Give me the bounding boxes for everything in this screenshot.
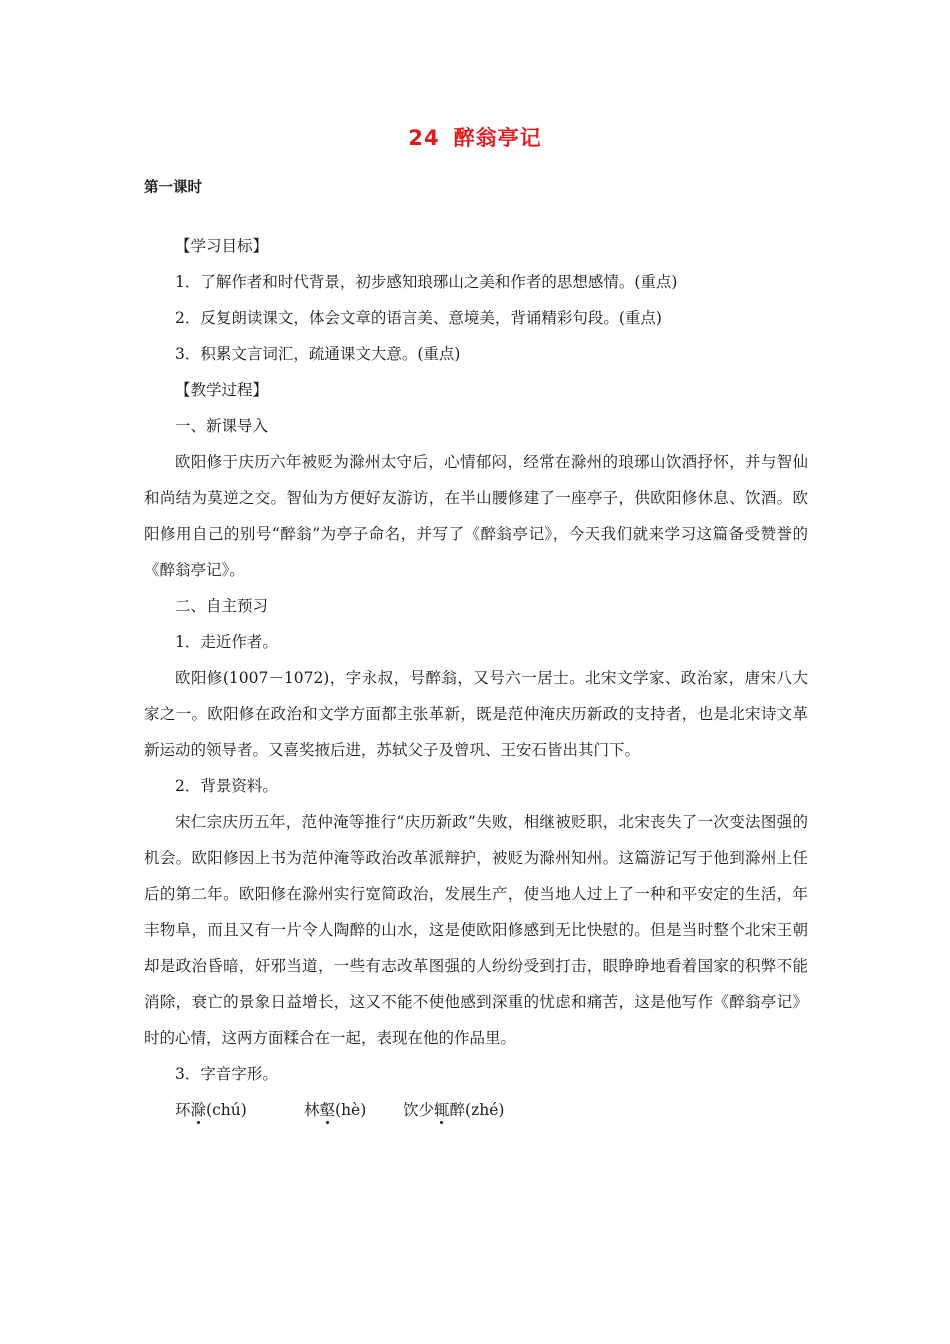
objective-item: 3．积累文言词汇，疏通课文大意。(重点) xyxy=(175,345,461,363)
document-body xyxy=(144,228,808,1128)
emphasized-char: 滁 xyxy=(191,1092,207,1128)
objective-item: 1．了解作者和时代背景，初步感知琅琊山之美和作者的思想感情。(重点) xyxy=(175,273,678,291)
subsection-heading: 1．走近作者。 xyxy=(175,633,278,651)
pinyin: (hè) xyxy=(335,1101,367,1119)
subsection-heading: 2．背景资料。 xyxy=(175,777,278,795)
pronunciation-list xyxy=(144,1092,808,1128)
author-paragraph: 欧阳修(1007－1072)，字永叔，号醉翁，又号六一居士。北宋文学家、政治家，唐宋八大家之一。欧阳修在政治和文学方面都主张革新，既是范仲淹庆历新政的支持者，也是北宋诗文革新运动的领导者。又喜奖掖后进，苏轼父子及曾巩、王安石皆出其门下。 xyxy=(144,669,808,759)
lesson-label: 第一课时 xyxy=(144,180,202,196)
pronunciation-word xyxy=(304,1092,366,1128)
pronunciation-word xyxy=(403,1092,504,1128)
process-heading: 【教学过程】 xyxy=(175,381,269,399)
emphasized-char: 辄 xyxy=(434,1092,450,1128)
pinyin: (chú) xyxy=(206,1101,247,1119)
section-heading: 二、自主预习 xyxy=(175,597,269,615)
page-title xyxy=(0,122,950,152)
lesson-title: 醉翁亭记 xyxy=(453,126,542,150)
subsection-heading: 3．字音字形。 xyxy=(175,1065,278,1083)
section-heading: 一、新课导入 xyxy=(175,417,269,435)
word-text: 环 xyxy=(175,1101,191,1119)
lesson-number: 24 xyxy=(408,126,440,150)
word-text: 醉 xyxy=(449,1101,466,1119)
pinyin: (zhé) xyxy=(465,1101,505,1119)
objectives-heading: 【学习目标】 xyxy=(175,237,269,255)
word-text: 饮少 xyxy=(403,1101,435,1119)
pronunciation-word xyxy=(175,1092,247,1128)
emphasized-char: 壑 xyxy=(320,1092,336,1128)
background-paragraph: 宋仁宗庆历五年，范仲淹等推行“庆历新政”失败，相继被贬职，北宋丧失了一次变法图强的机会。欧阳修因上书为范仲淹等政治改革派辩护，被贬为滁州知州。这篇游记写于他到滁州上任后的第二年。欧阳修在滁州实行宽简政治，发展生产，使当地人过上了一种和平安定的生活，年丰物阜，而且又有一片令人陶醉的山水，这是使欧阳修感到无比快慰的。但是当时整个北宋王朝却是政治昏暗，奸邪当道，一些有志改革图强的人纷纷受到打击，眼睁睁地看着国家的积弊不能消除，衰亡的景象日益增长，这又不能不使他感到深重的忧虑和痛苦，这是他写作《醉翁亭记》时的心情，这两方面糅合在一起，表现在他的作品里。 xyxy=(144,813,808,1047)
objective-item: 2．反复朗读课文，体会文章的语言美、意境美，背诵精彩句段。(重点) xyxy=(175,309,662,327)
intro-paragraph: 欧阳修于庆历六年被贬为滁州太守后，心情郁闷，经常在滁州的琅琊山饮酒抒怀，并与智仙和尚结为莫逆之交。智仙为方便好友游访，在半山腰修建了一座亭子，供欧阳修休息、饮酒。欧阳修用自己的别号“醉翁”为亭子命名，并写了《醉翁亭记》，今天我们就来学习这篇备受赞誉的《醉翁亭记》。 xyxy=(144,453,808,579)
word-text: 林 xyxy=(304,1101,320,1119)
